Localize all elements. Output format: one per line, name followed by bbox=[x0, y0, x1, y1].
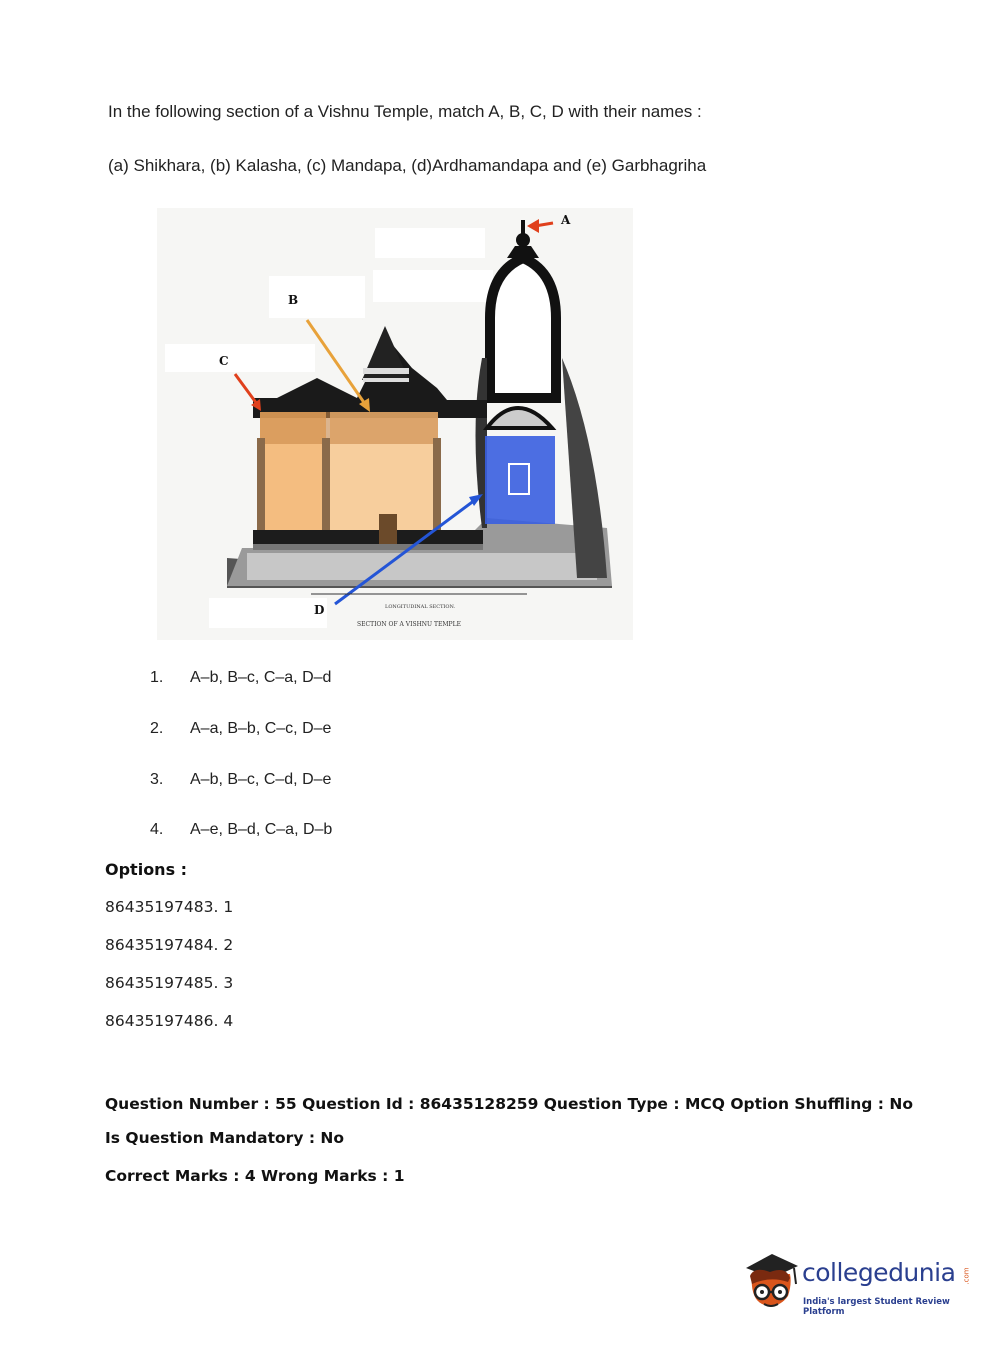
label-b: B bbox=[288, 293, 299, 307]
question-meta-line1: Question Number : 55 Question Id : 86435128259 Question Type : MCQ Option Shuffling : No bbox=[105, 1095, 913, 1113]
choice-number: 2. bbox=[150, 720, 164, 737]
choice-text: A–e, B–d, C–a, D–b bbox=[190, 821, 333, 838]
choice-text: A–a, B–b, C–c, D–e bbox=[190, 720, 332, 737]
choice-number: 4. bbox=[150, 821, 164, 838]
choice-number: 1. bbox=[150, 669, 164, 686]
choice-3 bbox=[150, 771, 331, 789]
mascot-icon bbox=[740, 1248, 800, 1320]
question-meta-line2: Is Question Mandatory : No bbox=[105, 1129, 345, 1147]
question-meta-line3: Correct Marks : 4 Wrong Marks : 1 bbox=[105, 1167, 405, 1185]
label-d: D bbox=[314, 603, 325, 617]
choice-text: A–b, B–c, C–d, D–e bbox=[190, 771, 332, 788]
choice-number: 3. bbox=[150, 771, 164, 788]
logo-suffix: .com bbox=[962, 1267, 971, 1285]
choice-1 bbox=[150, 669, 331, 687]
figure-caption-2: SECTION OF A VISHNU TEMPLE bbox=[357, 621, 461, 628]
option-item: 86435197484. 2 bbox=[105, 936, 234, 954]
label-c: C bbox=[219, 354, 229, 368]
logo-tagline: India's largest Student Review Platform bbox=[803, 1297, 950, 1317]
option-item: 86435197485. 3 bbox=[105, 974, 234, 992]
options-label: Options : bbox=[105, 860, 188, 879]
option-item: 86435197483. 1 bbox=[105, 898, 234, 916]
choice-2 bbox=[150, 720, 331, 738]
choice-text: A–b, B–c, C–a, D–d bbox=[190, 669, 332, 686]
choice-4 bbox=[150, 821, 332, 839]
question-text-line1: In the following section of a Vishnu Temple, match A, B, C, D with their names : bbox=[108, 102, 702, 121]
option-item: 86435197486. 4 bbox=[105, 1012, 234, 1030]
collegedunia-logo bbox=[740, 1248, 970, 1320]
figure-caption-1: LONGITUDINAL SECTION. bbox=[385, 604, 456, 610]
temple-section-figure bbox=[157, 208, 633, 640]
label-a: A bbox=[561, 213, 571, 227]
logo-wordmark: collegedunia bbox=[802, 1258, 956, 1287]
question-text-line2: (a) Shikhara, (b) Kalasha, (c) Mandapa, (d)Ardhamandapa and (e) Garbhagriha bbox=[108, 156, 707, 175]
